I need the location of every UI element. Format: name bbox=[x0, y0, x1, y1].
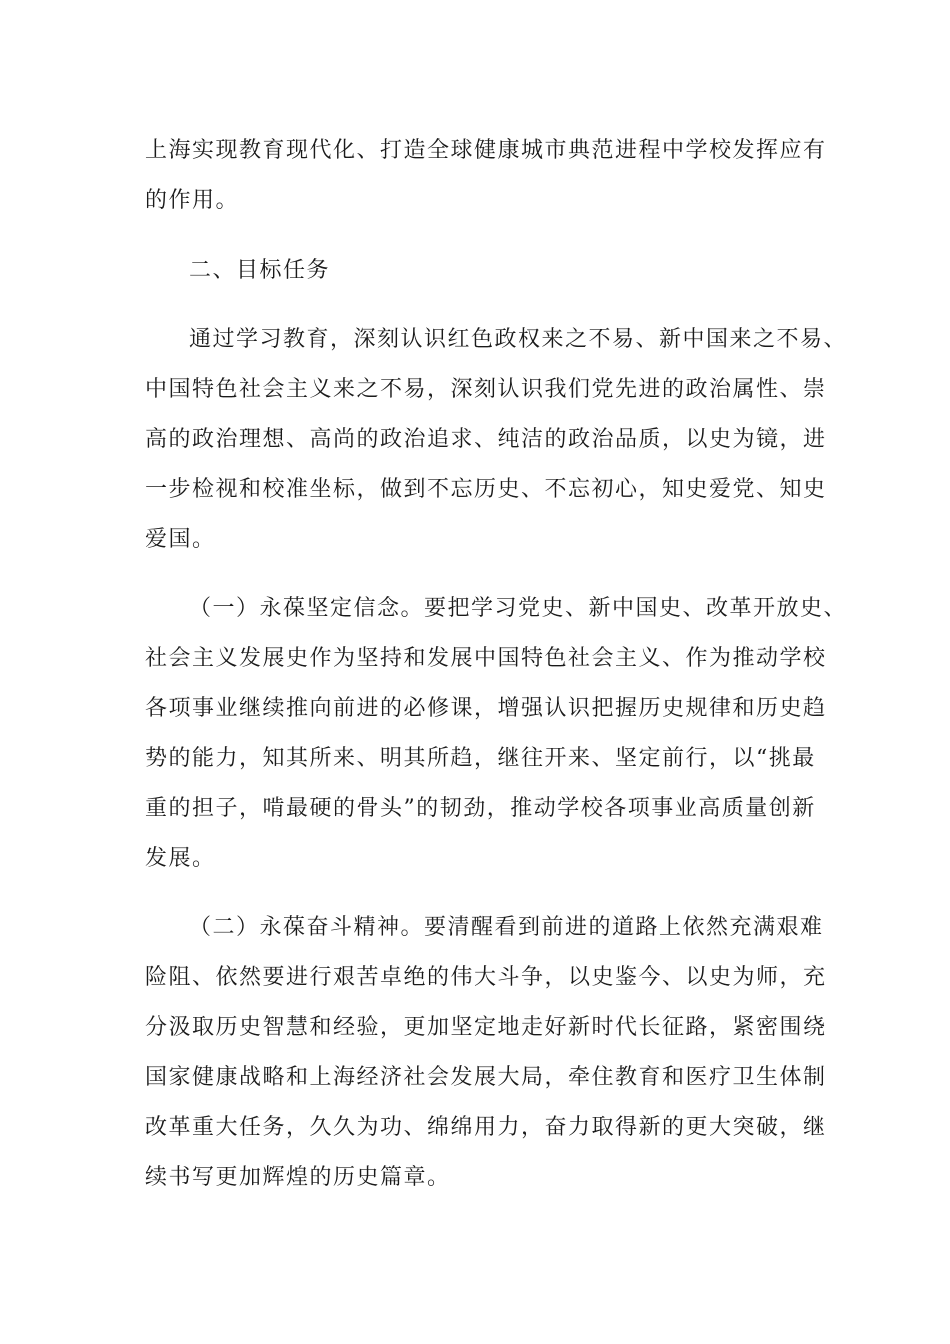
paragraph1-line-4: 一步检视和校准坐标，做到不忘历史、不忘初心，知史爱党、知史 bbox=[145, 477, 827, 502]
item2-line-5: 改革重大任务，久久为功、绵绵用力，奋力取得新的更大突破，继 bbox=[145, 1115, 827, 1140]
item1-line-3: 各项事业继续推向前进的必修课，增强认识把握历史规律和历史趋 bbox=[145, 696, 827, 721]
item2-line-1: （二）永葆奋斗精神。要清醒看到前进的道路上依然充满艰难 bbox=[189, 915, 824, 940]
paragraph1-line-3: 高的政治理想、高尚的政治追求、纯洁的政治品质，以史为镜，进 bbox=[145, 427, 827, 452]
item1-line-1: （一）永葆坚定信念。要把学习党史、新中国史、改革开放史、 bbox=[189, 596, 848, 621]
item2-line-4: 国家健康战略和上海经济社会发展大局，牵住教育和医疗卫生体制 bbox=[145, 1065, 827, 1090]
intro-line-1: 上海实现教育现代化、打造全球健康城市典范进程中学校发挥应有 bbox=[145, 138, 827, 163]
paragraph1-line-1: 通过学习教育，深刻认识红色政权来之不易、新中国来之不易、 bbox=[189, 327, 848, 352]
item2-line-6: 续书写更加辉煌的历史篇章。 bbox=[145, 1165, 451, 1190]
item1-line-4: 势的能力，知其所来、明其所趋，继往开来、坚定前行，以“挑最 bbox=[145, 746, 816, 771]
item2-line-3: 分汲取历史智慧和经验，更加坚定地走好新时代长征路，紧密围绕 bbox=[145, 1015, 827, 1040]
paragraph1-line-5: 爱国。 bbox=[145, 527, 216, 552]
intro-line-2: 的作用。 bbox=[145, 188, 240, 213]
item2-line-2: 险阻、依然要进行艰苦卓绝的伟大斗争，以史鉴今、以史为师，充 bbox=[145, 965, 827, 990]
section-heading: 二、目标任务 bbox=[189, 258, 331, 283]
item1-line-6: 发展。 bbox=[145, 846, 216, 871]
paragraph1-line-2: 中国特色社会主义来之不易，深刻认识我们党先进的政治属性、崇 bbox=[145, 377, 827, 402]
item1-line-2: 社会主义发展史作为坚持和发展中国特色社会主义、作为推动学校 bbox=[145, 646, 827, 671]
item1-line-5: 重的担子，啃最硬的骨头”的韧劲，推动学校各项事业高质量创新 bbox=[145, 796, 816, 821]
